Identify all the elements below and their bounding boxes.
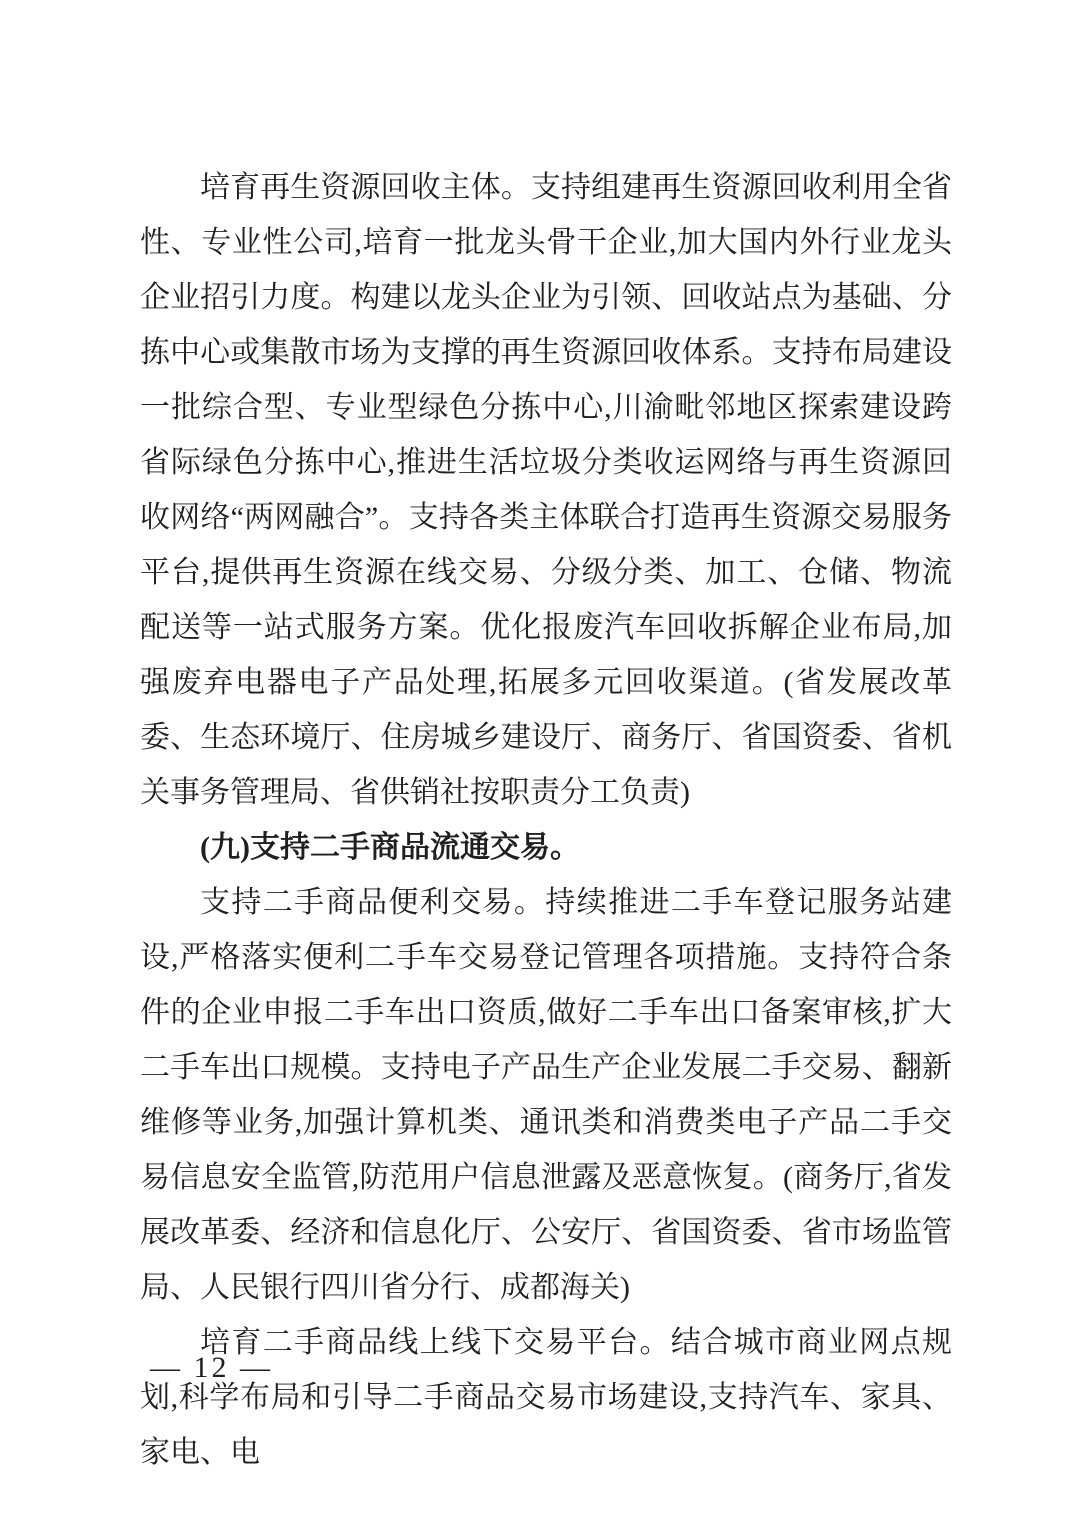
paragraph-recycling-entities: 培育再生资源回收主体。支持组建再生资源回收利用全省性、专业性公司,培育一批龙头骨干企业,加大国内外行业龙头企业招引力度。构建以龙头企业为引领、回收站点为基础、分拣中心或集散市场为支撑的再生资源回收体系。支持布局建设一批综合型、专业型绿色分拣中心,川渝毗邻地区探索建设跨省际绿色分拣中心,推进生活垃圾分类收运网络与再生资源回收网络“两网融合”。支持各类主体联合打造再生资源交易服务平台,提供再生资源在线交易、分级分类、加工、仓储、物流配送等一站式服务方案。优化报废汽车回收拆解企业布局,加强废弃电器电子产品处理,拓展多元回收渠道。(省发展改革委、生态环境厅、住房城乡建设厅、商务厅、省国资委、省机关事务管理局、省供销社按职责分工负责) [140,171,952,809]
paragraph-secondhand-convenient-trading: 支持二手商品便利交易。持续推进二手车登记服务站建设,严格落实便利二手车交易登记管理各项措施。支持符合条件的企业申报二手车出口资质,做好二手车出口备案审核,扩大二手车出口规模。支持电子产品生产企业发展二手交易、翻新维修等业务,加强计算机类、通讯类和消费类电子产品二手交易信息安全监管,防范用户信息泄露及恶意恢复。(商务厅,省发展改革委、经济和信息化厅、公安厅、省国资委、省市场监管局、人民银行四川省分行、成都海关) [140,886,952,1304]
page-number: — 12 — [150,1351,273,1384]
paragraph-secondhand-platforms: 培育二手商品线上线下交易平台。结合城市商业网点规划,科学布局和引导二手商品交易市场建设,支持汽车、家具、家电、电 [140,1326,952,1469]
section-heading-9: (九)支持二手商品流通交易。 [200,831,580,864]
document-text-block [140,160,952,1480]
